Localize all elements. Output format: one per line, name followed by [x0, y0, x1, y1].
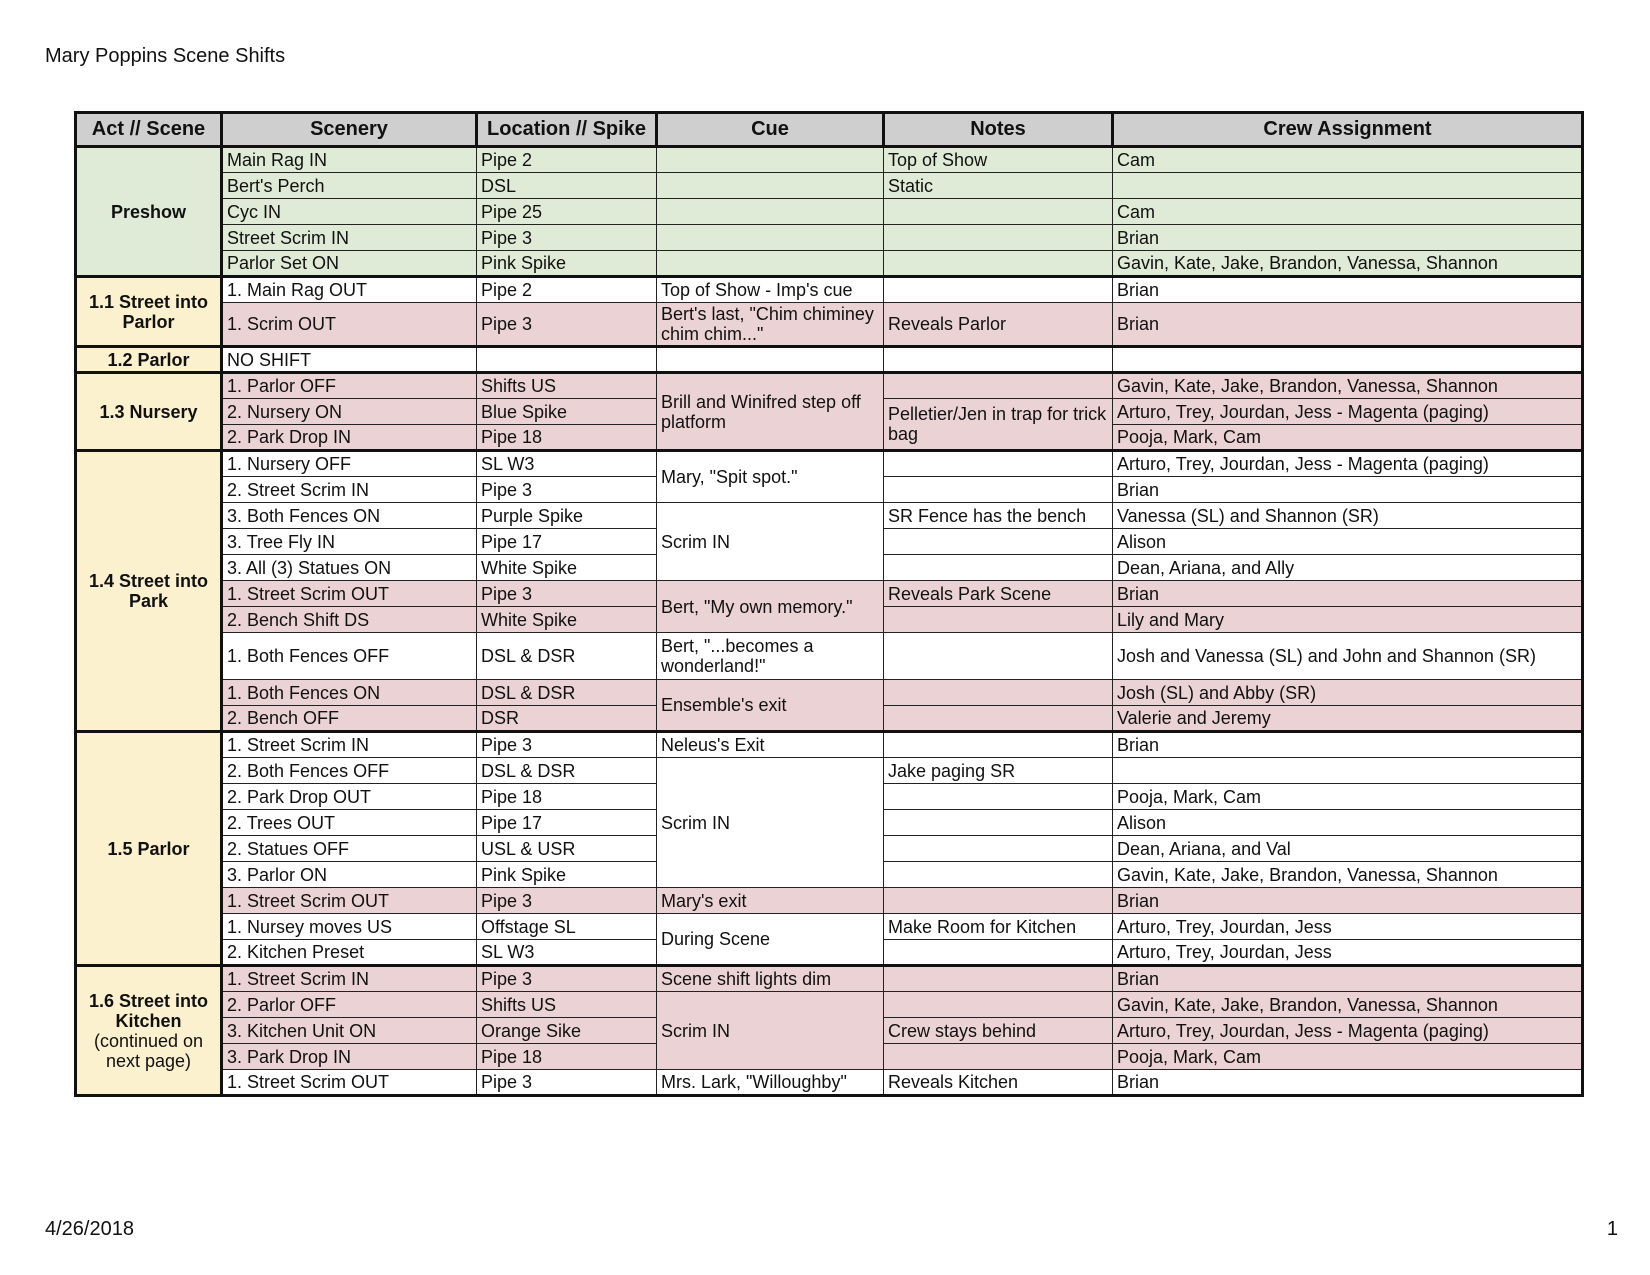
notes-cell: Reveals Kitchen — [884, 1070, 1113, 1096]
spike-cell: Pipe 17 — [477, 529, 657, 555]
spike-cell: Pipe 3 — [477, 888, 657, 914]
notes-cell: Static — [884, 173, 1113, 199]
table-row — [76, 1070, 1583, 1096]
crew-cell: Dean, Ariana, and Ally — [1113, 555, 1583, 581]
scenery-cell: 3. Tree Fly IN — [222, 529, 477, 555]
col-header-location-spike: Location // Spike — [477, 113, 657, 147]
spike-cell: Pink Spike — [477, 251, 657, 277]
crew-cell: Cam — [1113, 199, 1583, 225]
notes-cell — [884, 992, 1113, 1018]
table-row — [76, 581, 1583, 607]
scenery-cell: 1. Street Scrim OUT — [222, 1070, 477, 1096]
cue-cell — [657, 347, 884, 373]
cue-cell — [657, 147, 884, 173]
crew-cell — [1113, 758, 1583, 784]
crew-cell: Gavin, Kate, Jake, Brandon, Vanessa, Shannon — [1113, 992, 1583, 1018]
crew-cell: Brian — [1113, 581, 1583, 607]
crew-cell: Josh and Vanessa (SL) and John and Shannon (SR) — [1113, 633, 1583, 680]
col-header-act-scene: Act // Scene — [76, 113, 222, 147]
scenery-cell: 2. Park Drop IN — [222, 425, 477, 451]
crew-cell: Brian — [1113, 888, 1583, 914]
scenery-cell: 2. Park Drop OUT — [222, 784, 477, 810]
scenery-cell: Bert's Perch — [222, 173, 477, 199]
spike-cell: Pipe 3 — [477, 477, 657, 503]
table-row — [76, 373, 1583, 399]
spike-cell: Pipe 3 — [477, 225, 657, 251]
spike-cell: Pipe 18 — [477, 784, 657, 810]
table-row — [76, 277, 1583, 303]
crew-cell: Gavin, Kate, Jake, Brandon, Vanessa, Shannon — [1113, 862, 1583, 888]
spike-cell: Pink Spike — [477, 862, 657, 888]
spike-cell: Shifts US — [477, 992, 657, 1018]
cue-cell: Bert, "My own memory." — [657, 581, 884, 633]
scenery-cell: Main Rag IN — [222, 147, 477, 173]
table-row — [76, 251, 1583, 277]
act-scene-cell — [76, 966, 222, 1096]
table-row — [76, 914, 1583, 940]
crew-cell: Alison — [1113, 810, 1583, 836]
scenery-cell: 3. Park Drop IN — [222, 1044, 477, 1070]
col-header-notes: Notes — [884, 113, 1113, 147]
crew-cell: Cam — [1113, 147, 1583, 173]
spike-cell: DSL — [477, 173, 657, 199]
spike-cell: Offstage SL — [477, 914, 657, 940]
cue-cell: Scrim IN — [657, 503, 884, 581]
cue-cell: Bert's last, "Chim chiminey chim chim..." — [657, 303, 884, 347]
spike-cell: DSL & DSR — [477, 680, 657, 706]
scenery-cell: 2. Both Fences OFF — [222, 758, 477, 784]
table-row — [76, 347, 1583, 373]
notes-cell: Make Room for Kitchen — [884, 914, 1113, 940]
scenery-cell: 3. Parlor ON — [222, 862, 477, 888]
notes-cell — [884, 477, 1113, 503]
footer-page-number: 1 — [1606, 1218, 1618, 1240]
notes-cell — [884, 451, 1113, 477]
table-row — [76, 680, 1583, 706]
act-scene-cell: Preshow — [76, 147, 222, 277]
spike-cell: Pipe 25 — [477, 199, 657, 225]
notes-cell — [884, 633, 1113, 680]
table-row — [76, 225, 1583, 251]
scenery-cell: Street Scrim IN — [222, 225, 477, 251]
act-scene-cell: 1.5 Parlor — [76, 732, 222, 966]
scenery-cell: 1. Street Scrim IN — [222, 966, 477, 992]
cue-cell — [657, 173, 884, 199]
act-scene-cell: 1.1 Street into Parlor — [76, 277, 222, 347]
crew-cell: Gavin, Kate, Jake, Brandon, Vanessa, Shannon — [1113, 251, 1583, 277]
scenery-cell: 1. Both Fences OFF — [222, 633, 477, 680]
scenery-cell: 2. Bench OFF — [222, 706, 477, 732]
spike-cell: Purple Spike — [477, 503, 657, 529]
footer-date: 4/26/2018 — [45, 1218, 134, 1240]
act-scene-cell: 1.3 Nursery — [76, 373, 222, 451]
document-title: Mary Poppins Scene Shifts — [45, 45, 286, 67]
table-row — [76, 303, 1583, 347]
scenery-cell: 2. Nursery ON — [222, 399, 477, 425]
table-row — [76, 732, 1583, 758]
col-header-scenery: Scenery — [222, 113, 477, 147]
crew-cell — [1113, 173, 1583, 199]
cue-cell: Top of Show - Imp's cue — [657, 277, 884, 303]
act-scene-cell: 1.4 Street into Park — [76, 451, 222, 732]
notes-cell — [884, 888, 1113, 914]
crew-cell: Brian — [1113, 1070, 1583, 1096]
scenery-cell: 2. Trees OUT — [222, 810, 477, 836]
cue-cell: Brill and Winifred step off platform — [657, 373, 884, 451]
scenery-cell: 1. Street Scrim OUT — [222, 581, 477, 607]
crew-cell — [1113, 347, 1583, 373]
spike-cell: SL W3 — [477, 451, 657, 477]
spike-cell: SL W3 — [477, 940, 657, 966]
notes-cell — [884, 706, 1113, 732]
spike-cell: Pipe 17 — [477, 810, 657, 836]
crew-cell: Brian — [1113, 732, 1583, 758]
scenery-cell: 2. Statues OFF — [222, 836, 477, 862]
crew-cell: Valerie and Jeremy — [1113, 706, 1583, 732]
notes-cell — [884, 607, 1113, 633]
crew-cell: Brian — [1113, 225, 1583, 251]
notes-cell — [884, 277, 1113, 303]
table-row — [76, 758, 1583, 784]
crew-cell: Brian — [1113, 477, 1583, 503]
notes-cell — [884, 836, 1113, 862]
cue-cell — [657, 225, 884, 251]
cue-cell: Scrim IN — [657, 758, 884, 888]
cue-cell: Scrim IN — [657, 992, 884, 1070]
spike-cell: Pipe 18 — [477, 1044, 657, 1070]
notes-cell — [884, 680, 1113, 706]
table-row — [76, 633, 1583, 680]
notes-cell: Top of Show — [884, 147, 1113, 173]
notes-cell — [884, 529, 1113, 555]
notes-cell: Crew stays behind — [884, 1018, 1113, 1044]
act-scene-continued-note: (continued on next page) — [93, 1030, 204, 1071]
notes-cell — [884, 199, 1113, 225]
spike-cell: DSL & DSR — [477, 633, 657, 680]
spike-cell: White Spike — [477, 607, 657, 633]
notes-cell — [884, 940, 1113, 966]
notes-cell — [884, 862, 1113, 888]
spike-cell: Pipe 18 — [477, 425, 657, 451]
scenery-cell: 1. Both Fences ON — [222, 680, 477, 706]
crew-cell: Arturo, Trey, Jourdan, Jess — [1113, 914, 1583, 940]
notes-cell — [884, 225, 1113, 251]
scenery-cell: 1. Nursery OFF — [222, 451, 477, 477]
scenery-cell: 2. Street Scrim IN — [222, 477, 477, 503]
spike-cell: Pipe 2 — [477, 147, 657, 173]
spike-cell: Orange Sike — [477, 1018, 657, 1044]
spike-cell: DSR — [477, 706, 657, 732]
notes-cell — [884, 347, 1113, 373]
notes-cell: Jake paging SR — [884, 758, 1113, 784]
scenery-cell: 3. Kitchen Unit ON — [222, 1018, 477, 1044]
cue-cell: During Scene — [657, 914, 884, 966]
crew-cell: Pooja, Mark, Cam — [1113, 425, 1583, 451]
scenery-cell: Cyc IN — [222, 199, 477, 225]
crew-cell: Pooja, Mark, Cam — [1113, 1044, 1583, 1070]
scenery-cell: 3. All (3) Statues ON — [222, 555, 477, 581]
table-row — [76, 992, 1583, 1018]
scenery-cell: 1. Street Scrim IN — [222, 732, 477, 758]
spike-cell: Pipe 3 — [477, 1070, 657, 1096]
spike-cell: Pipe 3 — [477, 966, 657, 992]
crew-cell: Pooja, Mark, Cam — [1113, 784, 1583, 810]
table-row — [76, 451, 1583, 477]
notes-cell — [884, 555, 1113, 581]
notes-cell — [884, 251, 1113, 277]
crew-cell: Arturo, Trey, Jourdan, Jess - Magenta (paging) — [1113, 451, 1583, 477]
notes-cell: SR Fence has the bench — [884, 503, 1113, 529]
scenery-cell: 1. Nursey moves US — [222, 914, 477, 940]
crew-cell: Josh (SL) and Abby (SR) — [1113, 680, 1583, 706]
scenery-cell: 2. Bench Shift DS — [222, 607, 477, 633]
spike-cell: Shifts US — [477, 373, 657, 399]
col-header-cue: Cue — [657, 113, 884, 147]
notes-cell: Reveals Park Scene — [884, 581, 1113, 607]
notes-cell — [884, 1044, 1113, 1070]
scene-shift-table — [74, 111, 1584, 1097]
table-row — [76, 199, 1583, 225]
notes-cell — [884, 810, 1113, 836]
scenery-cell: 2. Parlor OFF — [222, 992, 477, 1018]
cue-cell: Mrs. Lark, "Willoughby" — [657, 1070, 884, 1096]
spike-cell: Pipe 2 — [477, 277, 657, 303]
notes-cell — [884, 373, 1113, 399]
crew-cell: Brian — [1113, 303, 1583, 347]
table-row — [76, 503, 1583, 529]
spike-cell — [477, 347, 657, 373]
crew-cell: Vanessa (SL) and Shannon (SR) — [1113, 503, 1583, 529]
crew-cell: Brian — [1113, 966, 1583, 992]
scenery-cell: Parlor Set ON — [222, 251, 477, 277]
spike-cell: White Spike — [477, 555, 657, 581]
spike-cell: Pipe 3 — [477, 303, 657, 347]
cue-cell — [657, 199, 884, 225]
cue-cell: Bert, "...becomes a wonderland!" — [657, 633, 884, 680]
crew-cell: Alison — [1113, 529, 1583, 555]
notes-cell: Pelletier/Jen in trap for trick bag — [884, 399, 1113, 451]
notes-cell — [884, 784, 1113, 810]
crew-cell: Dean, Ariana, and Val — [1113, 836, 1583, 862]
scenery-cell: NO SHIFT — [222, 347, 477, 373]
cue-cell: Neleus's Exit — [657, 732, 884, 758]
act-scene-cell: 1.2 Parlor — [76, 347, 222, 373]
header-row — [76, 113, 1583, 147]
spike-cell: Pipe 3 — [477, 732, 657, 758]
table-row — [76, 173, 1583, 199]
cue-cell: Mary, "Spit spot." — [657, 451, 884, 503]
scenery-cell: 3. Both Fences ON — [222, 503, 477, 529]
spike-cell: USL & USR — [477, 836, 657, 862]
scenery-cell: 1. Street Scrim OUT — [222, 888, 477, 914]
crew-cell: Lily and Mary — [1113, 607, 1583, 633]
scenery-cell: 1. Parlor OFF — [222, 373, 477, 399]
spike-cell: Pipe 3 — [477, 581, 657, 607]
cue-cell: Scene shift lights dim — [657, 966, 884, 992]
crew-cell: Gavin, Kate, Jake, Brandon, Vanessa, Shannon — [1113, 373, 1583, 399]
spike-cell: DSL & DSR — [477, 758, 657, 784]
scenery-cell: 1. Main Rag OUT — [222, 277, 477, 303]
table-row — [76, 888, 1583, 914]
cue-cell: Ensemble's exit — [657, 680, 884, 732]
crew-cell: Arturo, Trey, Jourdan, Jess - Magenta (paging) — [1113, 1018, 1583, 1044]
crew-cell: Arturo, Trey, Jourdan, Jess - Magenta (paging) — [1113, 399, 1583, 425]
cue-cell: Mary's exit — [657, 888, 884, 914]
crew-cell: Arturo, Trey, Jourdan, Jess — [1113, 940, 1583, 966]
cue-cell — [657, 251, 884, 277]
col-header-crew-assignment: Crew Assignment — [1113, 113, 1583, 147]
crew-cell: Brian — [1113, 277, 1583, 303]
spike-cell: Blue Spike — [477, 399, 657, 425]
notes-cell — [884, 966, 1113, 992]
notes-cell: Reveals Parlor — [884, 303, 1113, 347]
scenery-cell: 2. Kitchen Preset — [222, 940, 477, 966]
table-row — [76, 147, 1583, 173]
notes-cell — [884, 732, 1113, 758]
table-row — [76, 966, 1583, 992]
scenery-cell: 1. Scrim OUT — [222, 303, 477, 347]
act-scene-label: 1.6 Street into Kitchen — [88, 990, 209, 1031]
